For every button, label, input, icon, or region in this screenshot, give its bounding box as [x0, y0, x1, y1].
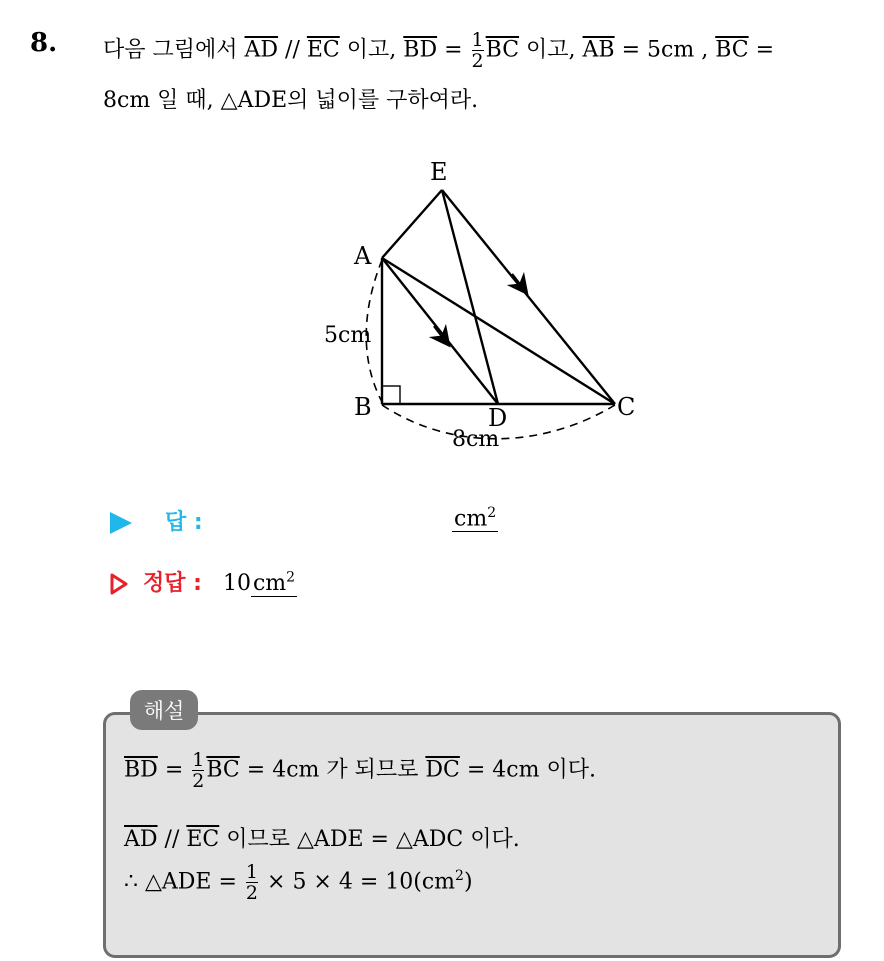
sol-frac-num-2: 1	[245, 861, 259, 883]
correct-unit-text: cm	[252, 571, 287, 596]
label-bc-length: 8cm	[452, 427, 500, 452]
sol-eq: =	[164, 757, 184, 783]
problem-prefix: 다음 그림에서	[103, 37, 238, 63]
sol-ad: $\overline{AD}$	[124, 827, 158, 852]
segment-ad-line	[382, 258, 498, 404]
segment-ed-line	[442, 190, 498, 404]
sol-line3-post: × 5 × 4 = 10(cm	[267, 869, 456, 895]
equals-sign: =	[444, 37, 463, 63]
fraction-half	[472, 30, 484, 71]
problem-line-1	[103, 30, 774, 71]
ec-parallel-arrow	[512, 274, 522, 287]
label-ab-length: 5cm	[324, 323, 372, 348]
label-e: E	[430, 158, 448, 186]
answer-blank[interactable]	[452, 505, 498, 532]
solution-line-2	[124, 822, 520, 853]
label-d: D	[488, 404, 508, 432]
sol-dc: $\overline{DC}$	[425, 757, 460, 783]
sol-frac-den-2: 2	[245, 882, 259, 904]
sol-bc: $\overline{BC}$	[206, 757, 240, 783]
sol-ec: $\overline{EC}$	[186, 827, 220, 852]
correct-label: 정답 :	[143, 571, 202, 596]
sol-line1-mid: = 4cm 가 되므로	[246, 757, 419, 783]
fraction-numerator: 1	[471, 29, 484, 51]
problem-line-2: 8cm 일 때, △ADE의 넓이를 구하여라.	[103, 88, 479, 113]
correct-unit	[251, 571, 297, 597]
label-c: C	[617, 393, 636, 421]
segment-ec: $\overline{EC}$	[306, 37, 340, 63]
correct-answer-row	[110, 566, 297, 597]
segment-ab: $\overline{AB}$	[582, 37, 615, 63]
conjunction-1: 이고,	[346, 37, 397, 63]
correct-unit-exp: 2	[286, 569, 296, 586]
segment-ec-line	[442, 190, 615, 404]
sol-line1-end: = 4cm 이다.	[466, 757, 596, 783]
solution-line-3	[124, 862, 473, 903]
segment-bd: $\overline{BD}$	[403, 37, 438, 63]
answer-label: 답 :	[165, 510, 203, 535]
parallel-symbol: //	[285, 37, 300, 63]
correct-value: 10	[222, 571, 251, 596]
label-a: A	[354, 242, 372, 270]
solution-line-1	[124, 750, 596, 791]
segment-bc: $\overline{BC}$	[485, 37, 520, 63]
answer-unit: cm	[454, 506, 488, 532]
equals-end: =	[755, 37, 775, 63]
sol-bd: $\overline{BD}$	[124, 757, 158, 783]
ab-value: = 5cm ,	[621, 37, 709, 63]
answer-unit-exp: 2	[487, 505, 497, 521]
sol-frac-den-1: 2	[192, 770, 205, 792]
segment-ae-line	[382, 190, 442, 258]
play-outline-icon	[110, 573, 128, 595]
sol-parallel: //	[164, 827, 180, 852]
sol-fraction-1	[192, 750, 204, 791]
conjunction-2: 이고,	[526, 37, 576, 63]
sol-frac-num-1: 1	[192, 749, 205, 771]
problem-number: 8.	[30, 28, 58, 58]
segment-ac-line	[382, 258, 615, 404]
segment-bc-2: $\overline{BC}$	[715, 37, 749, 63]
sol-line3-pre: ∴ △ADE =	[124, 869, 237, 895]
segment-ad: $\overline{AD}$	[244, 37, 279, 63]
answer-row	[110, 505, 530, 539]
play-icon	[110, 512, 132, 534]
sol-line3-close: )	[463, 869, 473, 895]
right-angle-mark	[382, 386, 400, 404]
label-b: B	[354, 393, 372, 421]
geometry-figure	[310, 150, 660, 460]
fraction-denominator: 2	[471, 50, 484, 72]
sol-fraction-2	[246, 862, 258, 903]
solution-tag: 해설	[130, 690, 198, 730]
sol-line2-end: 이므로 △ADE = △ADC 이다.	[226, 827, 520, 852]
sol-line3-exp: 2	[455, 868, 464, 885]
